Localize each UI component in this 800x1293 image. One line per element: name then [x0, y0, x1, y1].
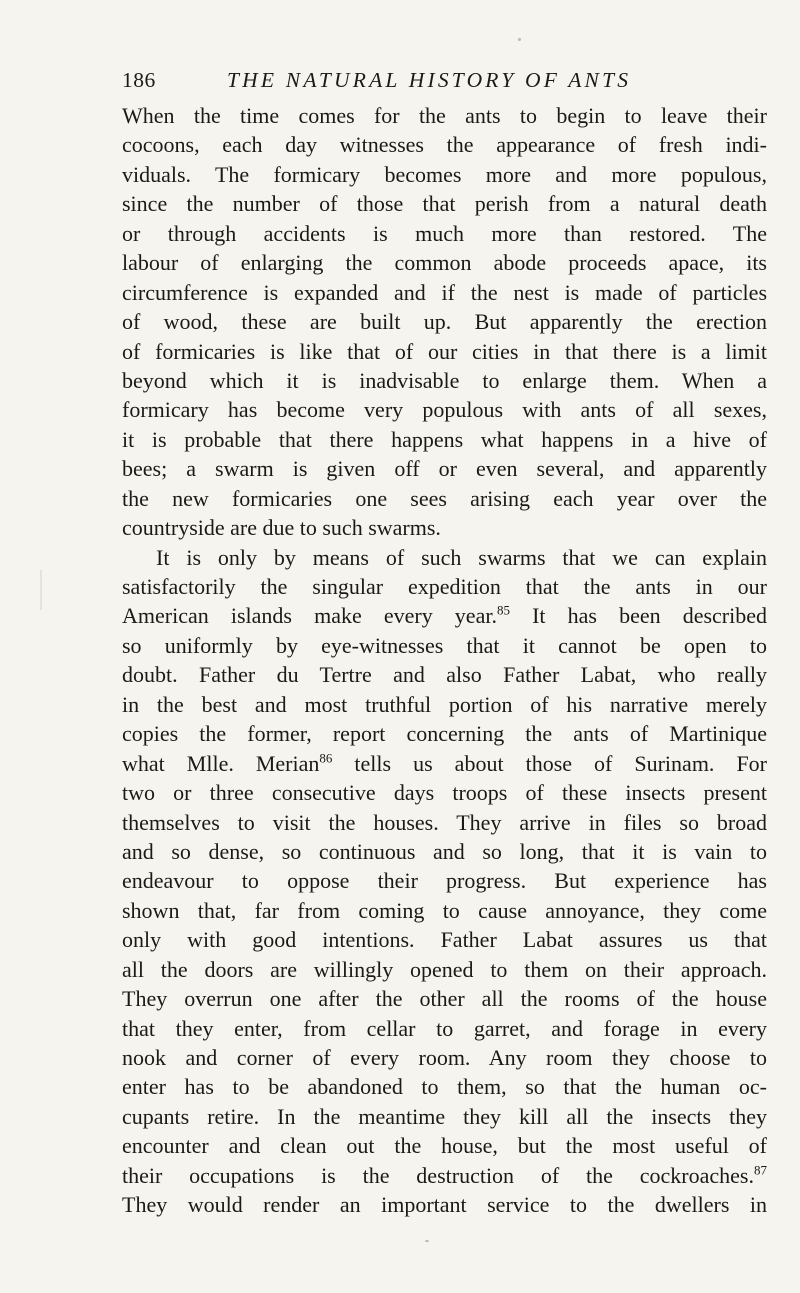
footnote-ref: 85: [496, 603, 510, 619]
footnote-ref: 86: [319, 750, 333, 766]
paper-speck: [425, 1240, 429, 1242]
text-line: It is only by means of such swarms that we can explain: [156, 544, 767, 570]
text-line: They overrun one after the other all the rooms of the house: [122, 986, 767, 1012]
text-line: cocoons, each day witnesses the appearance of fresh indi-: [122, 132, 767, 158]
running-head: [122, 66, 682, 94]
text-line: and so dense, so continuous and so long, that it is vain to: [122, 838, 767, 864]
text-line: it is probable that there happens what happens in a hive of: [122, 426, 767, 452]
text-line: their occupations is the destruction of the cockroaches.$^{87}$: [122, 1162, 767, 1188]
text-line: enter has to be abandoned to them, so that the human oc-: [122, 1074, 767, 1100]
page-number: 186: [122, 68, 156, 92]
paper-speck: [518, 38, 521, 41]
text-line: circumference is expanded and if the nest is made of particles: [122, 279, 767, 305]
text-line: of wood, these are built up. But apparently the erection: [122, 309, 767, 335]
text-line: in the best and most truthful portion of his narrative merely: [122, 691, 767, 717]
footnote-ref: 87: [754, 1162, 767, 1178]
text-line: bees; a swarm is given off or even several, and apparently: [122, 456, 767, 482]
running-title: THE NATURAL HISTORY OF ANTS: [227, 68, 632, 92]
text-line: doubt. Father du Tertre and also Father Labat, who really: [122, 662, 767, 688]
text-line: satisfactorily the singular expedition that the ants in our: [122, 574, 767, 599]
paper-edge-mark: [40, 570, 42, 610]
text-line: that they enter, from cellar to garret, and forage in every: [122, 1015, 767, 1041]
text-line: all the doors are willingly opened to them on their approach.: [122, 956, 767, 982]
text-line: so uniformly by eye-witnesses that it cannot be open to: [122, 632, 767, 658]
text-line: beyond which it is inadvisable to enlarge them. When a: [122, 367, 767, 393]
text-line: the new formicaries one sees arising each year over the: [122, 485, 767, 511]
text-line: When the time comes for the ants to begin to leave their: [122, 103, 767, 128]
text-line: endeavour to oppose their progress. But experience has: [122, 868, 767, 894]
text-line: of formicaries is like that of our cities in that there is a limit: [122, 338, 767, 364]
text-line: They would render an important service to the dwellers in: [122, 1192, 767, 1218]
text-line: shown that, far from coming to cause annoyance, they come: [122, 897, 767, 923]
text-line: copies the former, report concerning the ants of Martinique: [122, 721, 767, 747]
text-line: or through accidents is much more than restored. The: [122, 220, 767, 246]
text-line: two or three consecutive days troops of these insects present: [122, 780, 767, 806]
text-line: labour of enlarging the common abode proceeds apace, its: [122, 250, 767, 276]
body-text: [122, 101, 767, 1220]
text-line: nook and corner of every room. Any room they choose to: [122, 1045, 767, 1070]
text-line: themselves to visit the houses. They arrive in files so broad: [122, 809, 767, 835]
text-line: encounter and clean out the house, but the most useful of: [122, 1133, 767, 1159]
text-line: countryside are due to such swarms.: [122, 515, 441, 541]
text-line: American islands make every year.$^{85}$ It has been described: [122, 603, 768, 629]
text-line: since the number of those that perish from a natural death: [122, 191, 767, 217]
text-line: formicary has become very populous with ants of all sexes,: [122, 397, 767, 423]
text-line: viduals. The formicary becomes more and more populous,: [122, 161, 767, 187]
text-line: what Mlle. Merian$^{86}$ tells us about those of Surinam. For: [122, 750, 768, 776]
text-line: cupants retire. In the meantime they kill all the insects they: [122, 1103, 767, 1129]
text-line: only with good intentions. Father Labat assures us that: [122, 927, 767, 953]
